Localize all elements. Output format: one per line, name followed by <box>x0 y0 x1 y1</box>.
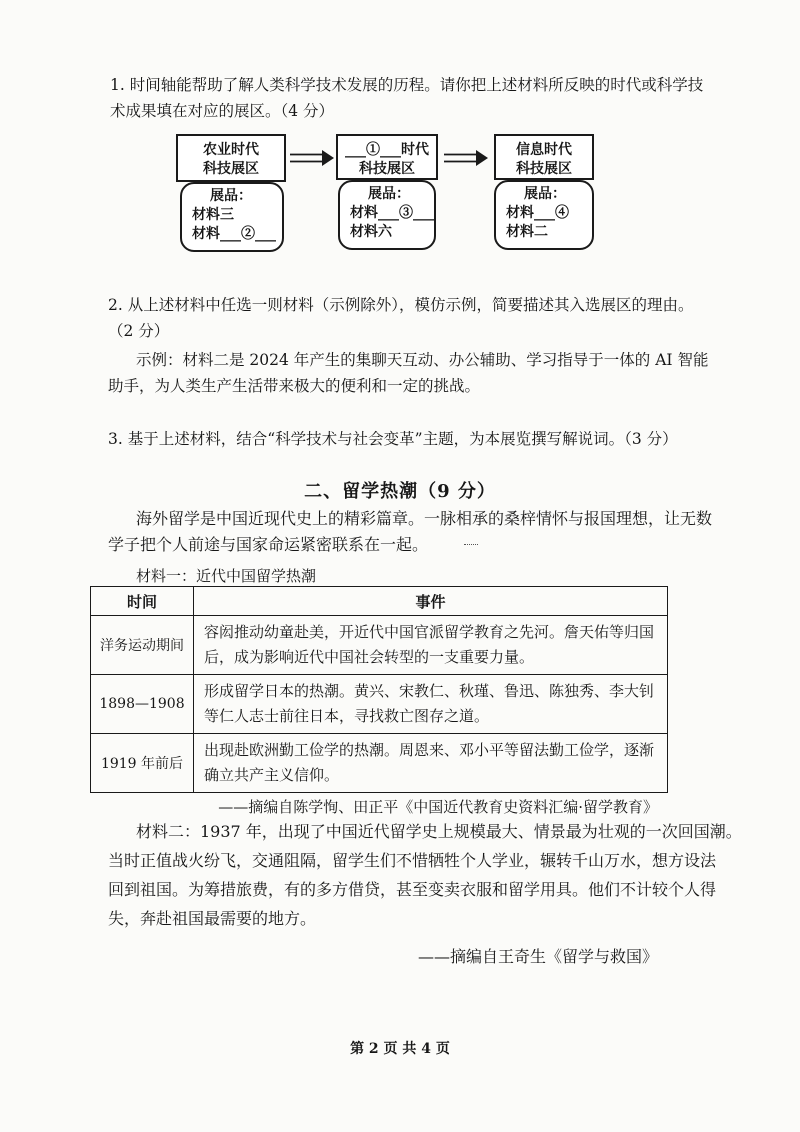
table-cell-event: 形成留学日本的热潮。黄兴、宋教仁、秋瑾、鲁迅、陈独秀、李大钊等仁人志士前往日本，寻找救亡图存之道。 <box>194 675 668 734</box>
table-cell-time: 1919 年前后 <box>91 734 194 793</box>
table-header-time: 时间 <box>91 587 194 616</box>
area-1-subtitle: 科技展区 <box>203 161 259 177</box>
table-cell-time: 洋务运动期间 <box>91 616 194 675</box>
area-3-title: 信息时代 <box>516 142 572 158</box>
table-row <box>91 616 668 675</box>
area-1-header <box>176 134 286 182</box>
table-row <box>91 675 668 734</box>
area-1-title: 农业时代 <box>203 142 259 158</box>
area-2-item-2: 材料六 <box>350 224 392 240</box>
example-line-2: 助手，为人类生产生活带来极大的便利和一定的挑战。 <box>108 377 481 395</box>
area-2-title: ___①___时代 <box>345 142 429 158</box>
section-intro-line-2: 学子把个人前途与国家命运紧密联系在一起。 <box>108 535 429 554</box>
material-2-source: ——摘编自王奇生《留学与救国》 <box>417 947 658 966</box>
question-3: 3. 基于上述材料，结合“科学技术与社会变革”主题，为本展览撰写解说词。（3 分） <box>108 430 678 448</box>
example-line-1: 示例：材料二是 2024 年产生的集聊天互动、办公辅助、学习指导于一体的 AI 智能 <box>136 351 709 369</box>
table-cell-event: 出现赴欧洲勤工俭学的热潮。周恩来、邓小平等留法勤工俭学，逐渐确立共产主义信仰。 <box>194 734 668 793</box>
arrow-right-icon <box>290 150 334 166</box>
material-2-line-1: 材料二：1937 年，出现了中国近代留学史上规模最大、情景最为壮观的一次回国潮。 <box>136 822 742 841</box>
material-1-label: 材料一：近代中国留学热潮 <box>136 567 317 585</box>
page-number: 第 2 页 共 4 页 <box>350 1041 450 1057</box>
table-cell-time: 1898—1908 <box>91 675 194 734</box>
area-3-subtitle: 科技展区 <box>516 161 572 177</box>
table-cell-event: 容闳推动幼童赴美，开近代中国官派留学教育之先河。詹天佑等归国后，成为影响近代中国社会转型的一支重要力量。 <box>194 616 668 675</box>
arrow-right-icon <box>444 150 488 166</box>
section-intro-line-1: 海外留学是中国近现代史上的精彩篇章。一脉相承的桑梓情怀与报国理想，让无数 <box>136 509 713 528</box>
area-3-header <box>494 134 594 180</box>
area-3-item-2: 材料二 <box>506 224 548 240</box>
area-2-exhibits <box>338 180 436 250</box>
area-3-exhibits <box>494 180 594 250</box>
area-3-exhibit-label: 展品： <box>524 186 566 202</box>
table-row <box>91 734 668 793</box>
area-1-item-1: 材料三 <box>192 207 234 223</box>
question-1-line-2: 术成果填在对应的展区。（4 分） <box>110 102 335 120</box>
question-2-line-1: 2. 从上述材料中任选一则材料（示例除外），模仿示例，简要描述其入选展区的理由。 <box>108 296 694 314</box>
question-1-line-1: 1. 时间轴能帮助了解人类科学技术发展的历程。请你把上述材料所反映的时代或科学技 <box>110 76 704 94</box>
material-2-line-3: 回到祖国。为筹措旅费，有的多方借贷，甚至变卖衣服和留学用具。他们不计较个人得 <box>108 880 717 899</box>
section-title: 二、留学热潮（9 分） <box>304 481 496 502</box>
material-2-line-2: 当时正值战火纷飞，交通阻隔，留学生们不惜牺牲个人学业，辗转千山万水，想方设法 <box>108 851 717 870</box>
material-1-source: ——摘编自陈学恂、田正平《中国近代教育史资料汇编·留学教育》 <box>218 798 658 816</box>
table-header-row <box>91 587 668 616</box>
table-header-event: 事件 <box>194 587 668 616</box>
area-2-subtitle: 科技展区 <box>359 161 415 177</box>
area-1-exhibit-label: 展品： <box>210 188 252 204</box>
area-2-exhibit-label: 展品： <box>368 186 410 202</box>
area-1-exhibits <box>180 182 284 252</box>
area-1-item-2: 材料___②___ <box>192 226 276 242</box>
question-2-line-2: （2 分） <box>108 322 170 340</box>
area-3-item-1: 材料___④ <box>506 205 569 221</box>
area-2-item-1: 材料___③___ <box>350 205 434 221</box>
area-2-header <box>336 134 438 180</box>
stray-mark <box>464 544 478 545</box>
material-2-line-4: 失，奔赴祖国最需要的地方。 <box>108 909 317 928</box>
study-abroad-table <box>90 586 668 793</box>
